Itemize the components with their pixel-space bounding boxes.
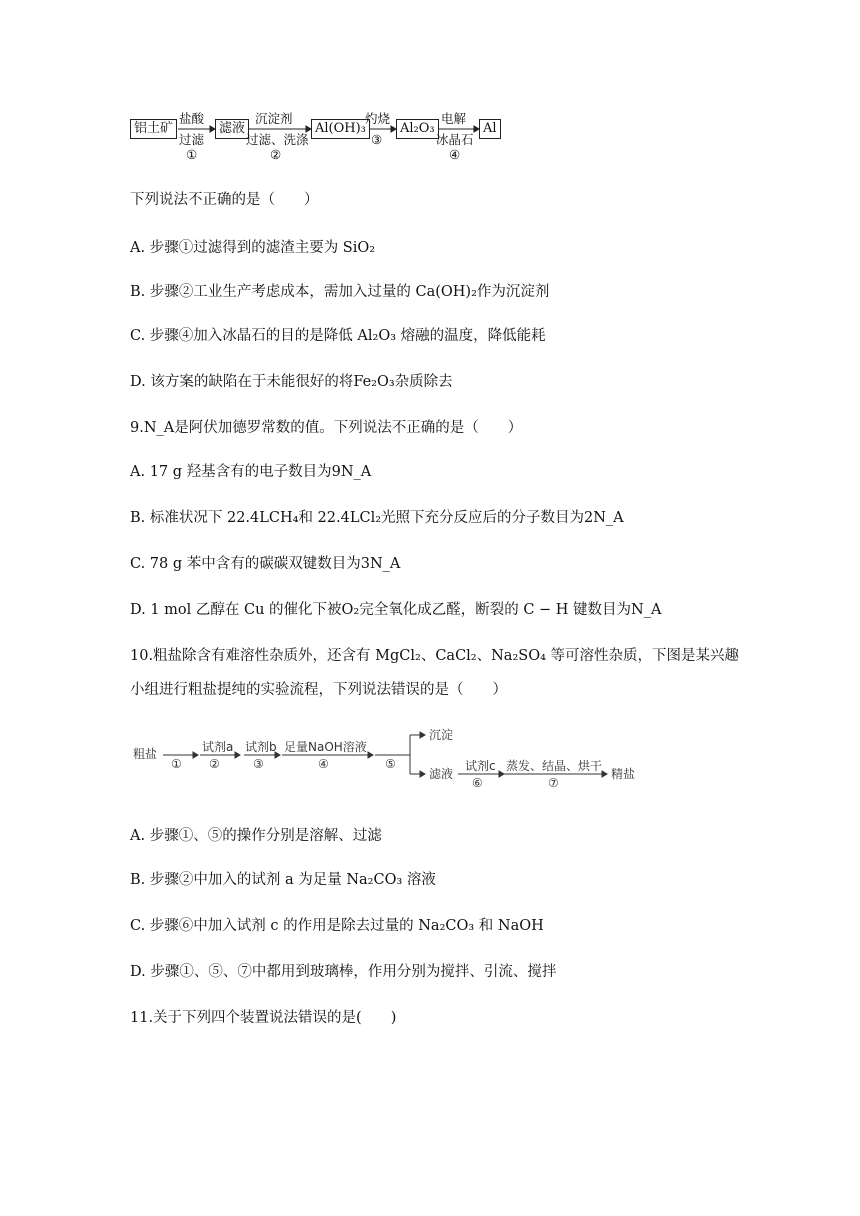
- q8-option-b: B. 步骤②工业生产考虑成本，需加入过量的 Ca(OH)₂作为沉淀剂: [130, 284, 550, 300]
- filtrate: 滤液: [429, 767, 454, 781]
- step-4: ④: [318, 757, 329, 771]
- arrow3-operation: 灼烧: [365, 111, 391, 126]
- step-5: ⑤: [385, 757, 396, 771]
- node-filtrate: 滤液: [215, 119, 249, 139]
- q10-option-a: A. 步骤①、⑤的操作分别是溶解、过滤: [130, 828, 382, 844]
- step-7: ⑦: [548, 776, 559, 790]
- reagent-c: 试剂c: [465, 759, 496, 773]
- q9-option-b: B. 标准状况下 22.4LCH₄和 22.4LCl₂光照下充分反应后的分子数目为2N_A: [130, 510, 624, 526]
- step-6: ⑥: [472, 776, 483, 790]
- q8-option-d: D. 该方案的缺陷在于未能很好的将Fe₂O₃杂质除去: [130, 374, 453, 390]
- arrow4-additive: 冰晶石: [436, 132, 474, 147]
- reagent-a: 试剂a: [202, 740, 234, 754]
- crude-salt: 粗盐: [133, 747, 158, 761]
- q8-stem: 下列说法不正确的是（ ）: [130, 192, 319, 208]
- naoh-solution: 足量NaOH溶液: [284, 740, 367, 754]
- q9-option-a: A. 17 g 羟基含有的电子数目为9N_A: [130, 464, 372, 480]
- q10-stem-line1: 10.粗盐除含有难溶性杂质外，还含有 MgCl₂、CaCl₂、Na₂SO₄ 等可溶性杂质，下图是某兴趣: [130, 648, 740, 664]
- arrow4-step: ④: [449, 147, 461, 162]
- q9-stem: 9.N_A是阿伏加德罗常数的值。下列说法不正确的是（ ）: [130, 420, 523, 436]
- refined-salt: 精盐: [611, 767, 636, 781]
- step-1: ①: [171, 757, 182, 771]
- q10-stem-line2: 小组进行粗盐提纯的实验流程，下列说法错误的是（ ）: [130, 682, 507, 698]
- arrow1-step: ①: [186, 147, 198, 162]
- step-3: ③: [253, 757, 264, 771]
- q11-stem: 11.关于下列四个装置说法错误的是( ): [130, 1010, 397, 1026]
- node-alumina: Al₂O₃: [396, 119, 439, 139]
- q8-option-a: A. 步骤①过滤得到的滤渣主要为 SiO₂: [130, 240, 376, 256]
- precipitate: 沉淀: [429, 728, 454, 742]
- q9-option-d: D. 1 mol 乙醇在 Cu 的催化下被O₂完全氧化成乙醛，断裂的 C − H 键数目为N_A: [130, 602, 662, 618]
- arrow1-reagent: 盐酸: [179, 111, 205, 126]
- operations-evaporate-crystallize-dry: 蒸发、结晶、烘干: [506, 759, 603, 773]
- q10-option-b: B. 步骤②中加入的试剂 a 为足量 Na₂CO₃ 溶液: [130, 872, 436, 888]
- arrow2-reagent: 沉淀剂: [255, 111, 293, 126]
- q9-option-c: C. 78 g 苯中含有的碳碳双键数目为3N_A: [130, 556, 401, 572]
- node-aluminum: Al: [479, 119, 501, 139]
- node-bauxite: 铝土矿: [130, 119, 177, 139]
- step-2: ②: [209, 757, 220, 771]
- arrow2-operation: 过滤、洗涤: [246, 132, 309, 147]
- arrow3-step: ③: [371, 132, 383, 147]
- q10-option-d: D. 步骤①、⑤、⑦中都用到玻璃棒，作用分别为搅拌、引流、搅拌: [130, 964, 557, 980]
- arrow1-operation: 过滤: [179, 132, 205, 147]
- node-aluminum-hydroxide: Al(OH)₃: [311, 119, 370, 139]
- q10-option-c: C. 步骤⑥中加入试剂 c 的作用是除去过量的 Na₂CO₃ 和 NaOH: [130, 918, 544, 934]
- arrow2-step: ②: [270, 147, 282, 162]
- q8-option-c: C. 步骤④加入冰晶石的目的是降低 Al₂O₃ 熔融的温度，降低能耗: [130, 328, 546, 344]
- reagent-b: 试剂b: [245, 740, 277, 754]
- arrow4-operation: 电解: [441, 111, 467, 126]
